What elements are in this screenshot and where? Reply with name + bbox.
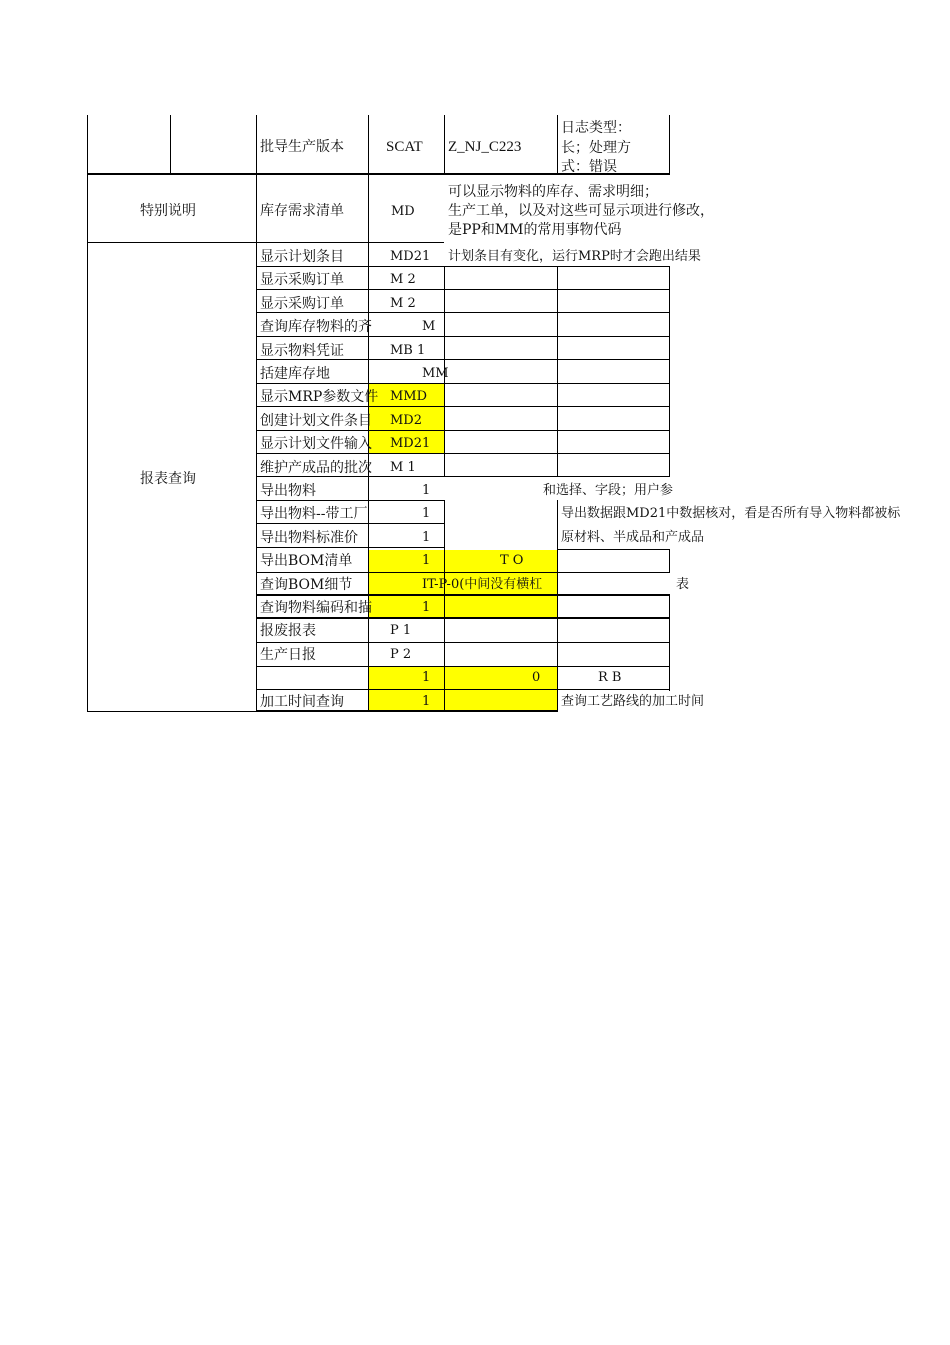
report-row-name: 查询库存物料的齐 <box>260 319 372 335</box>
grid-line <box>444 500 445 712</box>
grid-line <box>256 666 670 667</box>
top-row-tcode: Z_NJ_C223 <box>448 139 522 155</box>
report-row-remark: 原材料、半成品和产成品 <box>561 530 705 545</box>
report-row-note: 和选择、字段；用户参 <box>543 483 674 498</box>
report-row-remark: 导出数据跟MD21中数据核对，看是否所有导入物料都被标 <box>561 506 901 521</box>
grid-line <box>557 500 558 712</box>
report-row-code: MM <box>422 366 449 381</box>
report-row-code: 1 <box>422 506 431 521</box>
grid-line <box>368 115 369 242</box>
grid-line <box>669 267 670 476</box>
report-row-name: 显示计划文件输入 <box>260 436 372 452</box>
grid-line <box>256 266 670 267</box>
grid-line <box>87 711 257 712</box>
grid-line <box>87 242 444 243</box>
grid-line <box>256 453 670 454</box>
grid-line <box>256 523 445 524</box>
report-row-name: 导出物料标准价 <box>260 530 358 546</box>
special-code: MD <box>391 204 415 219</box>
report-row-code: 1 <box>422 483 431 498</box>
report-row-name: 查询物料编码和描 <box>260 600 372 616</box>
grid-line <box>256 689 670 690</box>
grid-line <box>256 572 670 573</box>
report-row-name: 显示物料凭证 <box>260 343 344 359</box>
highlight-process-time <box>368 690 557 712</box>
grid-line <box>669 596 670 691</box>
report-row-remark: 表 <box>676 577 690 592</box>
grid-line <box>256 383 670 384</box>
report-row-note: 0 <box>532 670 541 685</box>
top-row-code: SCAT <box>386 139 423 155</box>
report-row-code: P 1 <box>390 623 412 638</box>
special-note-line-3: 是PP和MM的常用事物代码 <box>448 222 622 238</box>
report-row-name: 导出物料 <box>260 483 316 499</box>
grid-line <box>256 547 445 548</box>
grid-line <box>256 594 670 596</box>
top-row-note-line-1: 日志类型： <box>561 120 631 136</box>
grid-line <box>256 115 257 712</box>
grid-line <box>256 336 670 337</box>
grid-line <box>444 115 445 174</box>
report-row-name: 导出BOM清单 <box>260 553 353 569</box>
report-row-name: 报废报表 <box>260 623 316 639</box>
report-row-note: 计划条目有变化，运行MRP时才会跑出结果 <box>448 249 701 264</box>
grid-line <box>256 642 670 643</box>
grid-line <box>87 173 670 175</box>
report-row-code: 1 <box>422 670 431 685</box>
report-row-note: T O <box>500 553 524 568</box>
report-row-remark: R B <box>598 670 622 685</box>
grid-line <box>557 549 670 550</box>
grid-line <box>669 115 670 174</box>
grid-line <box>256 500 445 501</box>
grid-line <box>557 267 558 476</box>
report-row-code: 1 <box>422 694 431 709</box>
report-row-code: M <box>422 319 436 334</box>
report-row-name: 显示计划条目 <box>260 249 344 265</box>
report-row-name: 显示采购订单 <box>260 296 344 312</box>
report-row-code: 1 <box>422 530 431 545</box>
report-row-code: MD21 <box>390 249 431 264</box>
report-row-code: M 2 <box>390 272 416 287</box>
report-row-code: P 2 <box>390 647 412 662</box>
report-row-code: M 1 <box>390 460 416 475</box>
report-row-name: 括建库存地 <box>260 366 330 382</box>
report-row-code: MMD <box>390 389 428 404</box>
grid-line <box>256 289 670 290</box>
report-row-name: 创建计划文件条目 <box>260 413 372 429</box>
report-row-remark: 查询工艺路线的加工时间 <box>561 694 705 709</box>
report-row-name: 维护产成品的批次 <box>260 460 372 476</box>
special-note-line-1: 可以显示物料的库存、需求明细； <box>448 184 658 200</box>
report-row-code: MD21 <box>390 436 431 451</box>
section-report-label: 报表查询 <box>140 471 196 487</box>
grid-line <box>256 430 670 431</box>
special-name: 库存需求清单 <box>260 203 344 219</box>
report-row-name: 生产日报 <box>260 647 316 663</box>
grid-line <box>256 406 670 407</box>
report-row-code: 1 <box>422 600 431 615</box>
report-row-name: 加工时间查询 <box>260 694 344 710</box>
report-row-name: 查询BOM细节 <box>260 577 353 593</box>
report-row-code: MB 1 <box>390 343 426 358</box>
report-row-code: MD2 <box>390 413 423 428</box>
top-row-name: 批导生产版本 <box>260 139 344 155</box>
grid-line <box>256 617 670 619</box>
highlight-bom-list <box>368 550 557 572</box>
report-row-name: 导出物料--带工厂 <box>260 506 368 522</box>
grid-line <box>87 115 88 712</box>
grid-line <box>669 550 670 573</box>
report-row-code: M 2 <box>390 296 416 311</box>
top-row-note-line-2: 长；处理方 <box>561 140 631 156</box>
report-row-code: IT-P-0(中间没有横杠 <box>422 577 543 592</box>
report-row-name: 显示MRP参数文件 <box>260 389 379 405</box>
special-note-line-2: 生产工单，以及对这些可显示项进行修改， <box>448 203 714 219</box>
top-row-note-line-3: 式：错误 <box>561 159 617 173</box>
section-special-label: 特别说明 <box>140 203 196 219</box>
report-row-name: 显示采购订单 <box>260 272 344 288</box>
report-row-code: 1 <box>422 553 431 568</box>
highlight-row-19 <box>368 667 557 689</box>
grid-line <box>170 115 171 174</box>
